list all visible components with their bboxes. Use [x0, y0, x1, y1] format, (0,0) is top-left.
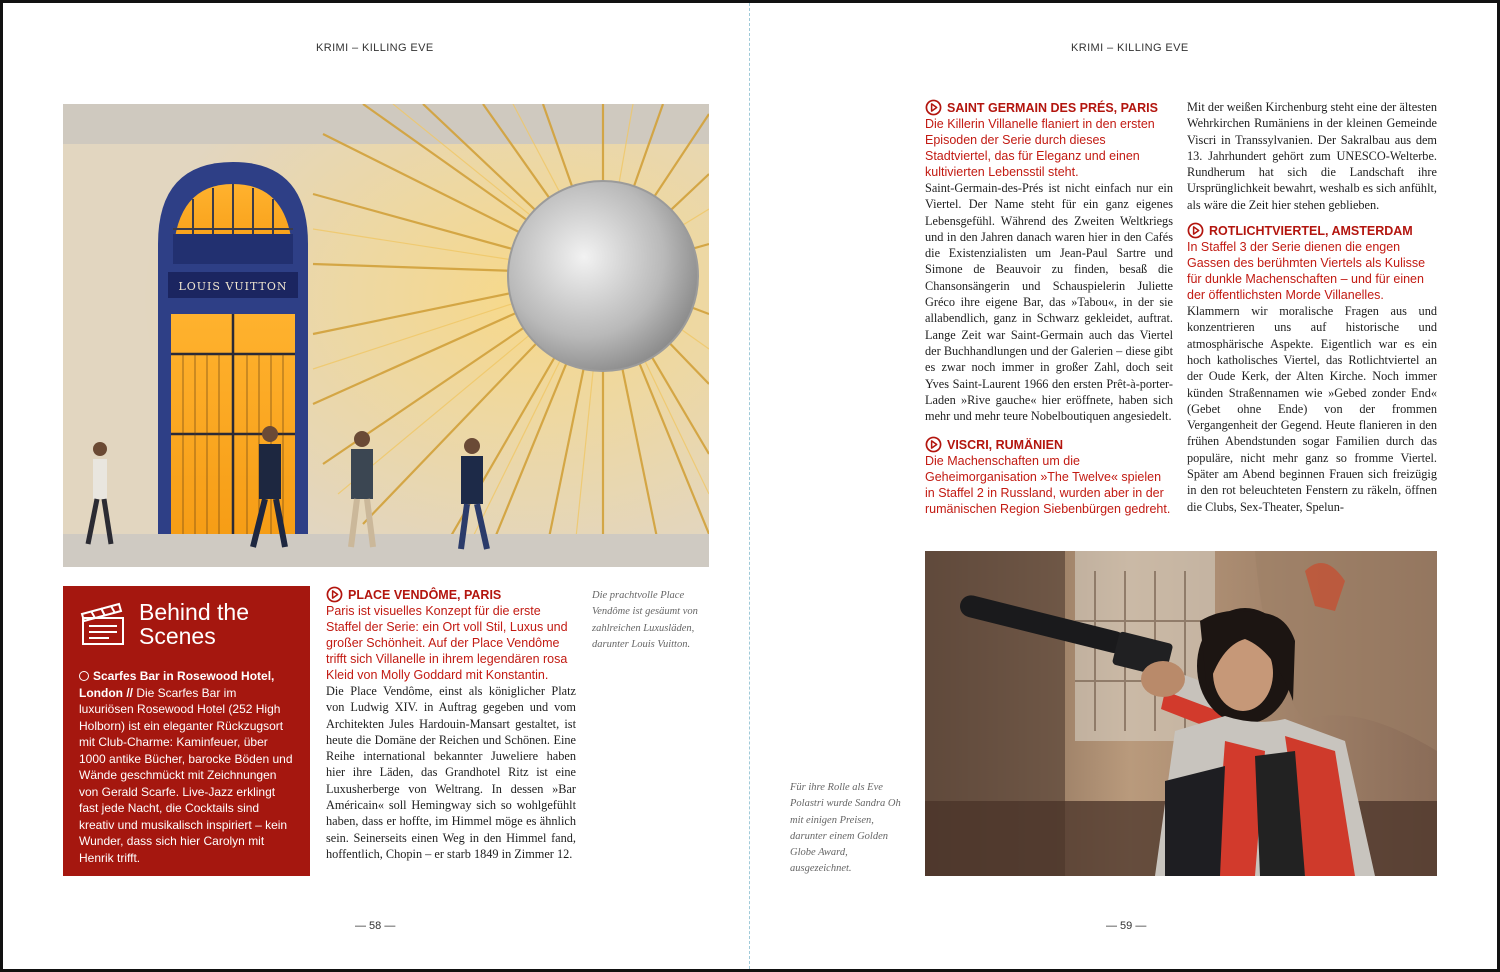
viscri-lead: Die Machenschaften um die Geheimorganisation »The Twelve« spielen in Staffel 2 in Russland, wurden aber in der rumänischen Region Siebenbürgen gedreht.: [925, 454, 1171, 517]
behind-the-scenes-title-1: Behind the: [139, 599, 249, 625]
place-vendome-body: Die Place Vendôme, einst als königlicher Platz von Ludwig XIV. in Auftrag gegeben und vom Architekten Jules Hardouin-Mansart gestaltet, ist heute die Domäne der Reichen und Schönen. Eine Reihe international bekannter Juweliere haben hier ihre Läden, das Grandhotel Ritz ist eine Luxusherberge von Weltrang. In dessen »Bar Américain« soll Hemingway sich so wohlgefühlt haben, dass er hoffte, im Himmel möge es ähnlich sein. Seinerseits einen Weg in den Himmel fand, hoffentlich, Chopin – er starb 1849 in Zimmer 12.: [326, 684, 576, 861]
louis-vuitton-photo: [63, 104, 709, 567]
amsterdam-body: Klammern wir moralische Fragen aus und konzentrieren uns auf historische und atmosphärische Aspekte. Eigentlich war es ein hoch katholisches Viertel, das Rotlichtviertel an der Oude Kerk, der Alten Kirche. Noch immer künden Straßennamen wie »Gebed zonder End« (Gebet ohne Ende) von der frommen Vergangenheit der Gegend. Heute flanieren in den frühen Abendstunden sogar Familien durch das populäre, nicht mehr ganz so fromme Viertel. Später am Abend beginnen Frauen sich freizügig in den rot beleuchteten Fenstern zu räkeln, öffnen die Clubs, Sex-Theater, Spelun-: [1187, 304, 1437, 514]
play-icon: [326, 586, 343, 603]
viscri-body: Mit der weißen Kirchenburg steht eine der ältesten Wehrkirchen Rumäniens in der kleinen Gemeinde Viscri in Transsylvanien. Der Sakralbau aus dem 13. Jahrhundert gehört zum UNESCO-Welterbe. Rundherum hat sich die Landschaft ihre Ursprünglichkeit bewahrt, weshalb es sich anfühlt, als wäre die Zeit hier stehen geblieben.: [1187, 100, 1437, 212]
saint-germain-title: SAINT GERMAIN DES PRÉS, PARIS: [947, 100, 1158, 115]
running-head-right: KRIMI – KILLING EVE: [1071, 42, 1189, 54]
place-vendome-section: [326, 586, 576, 862]
folio-right: — 59 —: [1106, 920, 1147, 932]
sandra-oh-photo: [925, 551, 1437, 876]
play-icon: [925, 436, 942, 453]
viscri-heading: [925, 436, 1173, 453]
amsterdam-heading: [1187, 222, 1437, 239]
behind-the-scenes-item-title: Scarfes Bar in Rosewood Hotel, London //: [79, 669, 275, 700]
place-vendome-title: PLACE VENDÔME, PARIS: [348, 587, 502, 602]
place-vendome-heading: [326, 586, 576, 603]
behind-the-scenes-box: [63, 586, 310, 876]
play-icon: [1187, 222, 1204, 239]
louis-vuitton-illustration: [63, 104, 709, 567]
saint-germain-lead: Die Killerin Villanelle flaniert in den ersten Episoden der Serie durch dieses Stadtviertel, das für Eleganz und einen kultivierten Lebensstil steht.: [925, 117, 1155, 179]
sandra-oh-illustration: [925, 551, 1437, 876]
photo-caption-left: Die prachtvolle Place Vendôme ist gesäumt von zahlreichen Luxusläden, darunter Louis Vuitton.: [592, 590, 698, 650]
viscri-title: VISCRI, RUMÄNIEN: [947, 437, 1063, 452]
circle-bullet-icon: [79, 671, 89, 681]
behind-the-scenes-title-2: Scenes: [139, 623, 216, 649]
photo-caption-right: Für ihre Rolle als Eve Polastri wurde Sandra Oh mit einigen Preisen, darunter einem Golden Globe Award, ausgezeichnet.: [790, 782, 901, 875]
right-column: [1187, 99, 1437, 515]
amsterdam-title: ROTLICHTVIERTEL, AMSTERDAM: [1209, 223, 1413, 238]
play-icon: [925, 99, 942, 116]
place-vendome-lead: Paris ist visuelles Konzept für die erste Staffel der Serie: ein Ort voll Stil, Luxus und großer Schönheit. Auf der Place Vendôme trifft sich Villanelle in ihrem legendären rosa Kleid von Molly Goddard mit Konstantin.: [326, 604, 568, 682]
saint-germain-section: [925, 99, 1173, 517]
page-fold: [749, 3, 750, 969]
behind-the-scenes-item-text: Die Scarfes Bar im luxuriösen Rosewood Hotel (252 High Holborn) ist ein eleganter Rückzugsort mit Club-Charme: Kaminfeuer, über 1000 antike Bücher, barocke Böden und Wände geschmückt mit Zeichnungen von Gerald Scarfe. Live-Jazz erklingt fast jede Nacht, die Cocktails sind kreativ und musikalisch inspiriert – kein Wunder, dass sich hier Carolyn mit Henrik trifft.: [79, 685, 293, 865]
folio-left: — 58 —: [355, 920, 396, 932]
amsterdam-lead: In Staffel 3 der Serie dienen die engen Gassen des berühmten Viertels als Kulisse für dunkle Machenschaften – und für einen der öffentlichsten Morde Villanelles.: [1187, 240, 1426, 303]
running-head-left: KRIMI – KILLING EVE: [316, 42, 434, 54]
louis-vuitton-sign: LOUIS VUITTON: [178, 280, 288, 293]
clapperboard-icon: [79, 600, 129, 646]
saint-germain-body: Saint-Germain-des-Prés ist nicht einfach nur ein Viertel. Der Name steht für ein ganz eigenes Lebensgefühl. Während des Zweiten Weltkriegs und in den Jahren danach waren hier in den Cafés die Existenzialisten um Jean-Paul Sartre und Simone de Beauvoir zu finden, besaß die Chansonsängerin und Schauspielerin Juliette Gréco ihre eigene Bar, das »Tabou«, in der sie allabendlich, ganz in Schwarz gekleidet, auftrat. Lange Zeit war Saint-Germain auch das Viertel der Buchhandlungen und der Galerien – diese gibt es zwar noch immer in großer Zahl, doch seit Yves Saint-Laurent 1966 den ersten Prêt-à-porter-Laden »Rive gauche« hier eröffnete, haben sich mehr und mehr teure Nobelboutiquen angesiedelt.: [925, 181, 1173, 424]
saint-germain-heading: [925, 99, 1173, 116]
behind-the-scenes-text: [79, 668, 294, 866]
